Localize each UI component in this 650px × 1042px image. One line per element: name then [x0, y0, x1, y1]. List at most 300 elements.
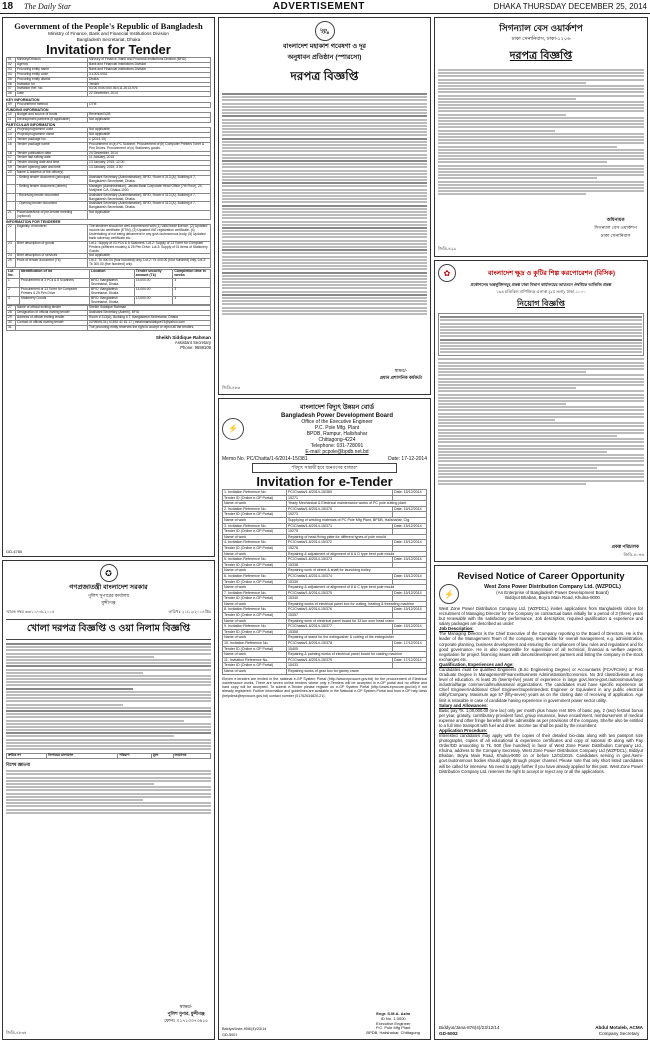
table-row: [7, 225, 211, 242]
text-line: [222, 99, 427, 101]
lot-header-cell: Location: [89, 270, 134, 279]
table-cell: 53.00.0000.000.06.011.2013-976: [88, 87, 211, 92]
lot-cell: 3: [7, 296, 20, 305]
text-line: [222, 278, 427, 280]
lot-row: [7, 287, 211, 296]
table-cell: 31: [7, 326, 16, 331]
text-line: [438, 473, 644, 475]
etender-cell: 2. Invitation Reference No.: [223, 506, 287, 512]
bn-header-cell: জামানত: [173, 754, 210, 759]
etender-cell: Name of work: [223, 501, 287, 507]
etender-signer-title: Executive Engineer: [375, 1020, 411, 1026]
bpdb-telephone: Telephone: 031-728091: [310, 443, 364, 449]
text-line: [6, 707, 211, 709]
text-line: [222, 240, 427, 242]
text-line: [6, 710, 211, 712]
text-line: [6, 665, 211, 667]
bpdb-bn-name: বাংলাদেশ বিদ্যুৎ উন্নয়ন বোর্ড: [300, 404, 374, 411]
lot-cell: 13,000.00: [134, 296, 173, 305]
etender-signer-office: P.C. Pole Mfg Plant: [376, 1025, 411, 1031]
lot-cell: 3: [173, 278, 211, 287]
sbw-signer: অধিনায়ক: [606, 217, 625, 222]
text-line: [222, 205, 427, 207]
table-cell: Bank and Financial Institutions Division: [88, 62, 211, 67]
bn-date: তারিখঃ ২১/১২/২০১৪খ্রিঃ: [168, 609, 211, 614]
text-line: [222, 103, 427, 105]
text-line: [222, 287, 427, 289]
text-line: [438, 378, 644, 380]
bn-header-cell: মূল্য: [151, 754, 173, 759]
gov-heading: Government of the People's Republic of Bangladesh: [14, 21, 203, 31]
bn-body-text: [6, 643, 211, 750]
text-line: [438, 368, 644, 370]
table-cell: Brief description of services: [16, 254, 88, 259]
etender-cell: Tender ID (Online e-GP Portal): [223, 646, 287, 652]
sparrso-gd: জিডি-৪৮৬: [222, 385, 240, 390]
bscic-heading: বাংলাদেশ ক্ষুদ্র ও কুটির শিল্প করপোরেশন (বিসিক): [487, 270, 616, 277]
table-cell: 13: [7, 132, 16, 137]
text-line: [222, 157, 427, 159]
text-line: [438, 394, 644, 396]
text-line: [438, 130, 555, 132]
etender-cell: Name of work: [223, 618, 287, 624]
table-cell: Room # 313(A), Building # 7, Bangladesh Secretariat, Dhaka: [88, 316, 211, 321]
text-line: [222, 211, 427, 213]
text-line: [222, 262, 427, 264]
lot-header-cell: Tender security amount (Tk): [134, 270, 173, 279]
tender-table-1: [6, 57, 211, 97]
text-line: [438, 454, 644, 456]
etender-cell: 6. Invitation Reference No.: [223, 573, 287, 579]
text-line: [222, 154, 427, 156]
table-cell: 16: [7, 151, 16, 156]
etender-cell: PC/Chatta/1-6/2014-15/372: [287, 540, 393, 546]
sparrso-logo-icon: 🛰: [315, 21, 335, 41]
etender-cell: 15358: [287, 629, 393, 635]
bn-district: মুন্সীগঞ্জ: [101, 600, 116, 605]
text-line: [222, 179, 427, 181]
table-cell: Assistant Secretary (Administration), BFID, Room # 313 (A), Building # 7, Bangladesh Secretariat, Dhaka.: [88, 193, 211, 202]
text-line: [6, 783, 154, 785]
text-line: [438, 400, 644, 402]
table-cell: Development partners (if applicable): [16, 118, 88, 123]
text-line: [438, 467, 597, 469]
table-cell: [7, 176, 16, 185]
etender-row: [223, 607, 427, 613]
career-badge: Biddyut/Jana-876(4)/23/12/14: [439, 1025, 500, 1031]
text-line: [222, 115, 427, 117]
bn-tender-title: খোলা দরপত্র বিজ্ঞপ্তি ও ওয়া নিলাম বিজ্ঞপ্তি: [6, 619, 211, 640]
etender-cell: 1. Invitation Reference No.: [223, 490, 287, 496]
etender-cell: Supplying of welding materials of PC Pole Mfg Plant, BPDB, Halishahar, Ctg.: [287, 517, 427, 523]
table-cell: 01: [7, 58, 16, 63]
bscic-project: প্রকৌশলের অন্তর্ভুক্তিসমূহ প্রকল্প ঢাকা বিভাগ কার্যালয়ের আয়তনে ঔষধিকে আভিজি প্রকল্প: [470, 282, 612, 287]
table-cell: 06: [7, 82, 16, 87]
text-line: [6, 726, 211, 728]
etender-cell: Name of work: [223, 517, 287, 523]
etender-cell: 5. Invitation Reference No.: [223, 557, 287, 563]
etender-cell: Yearly Mechanical & Electrical maintenance works of PC pole cutting plant: [287, 501, 427, 507]
text-line: [222, 291, 427, 293]
text-line: [222, 230, 427, 232]
table-cell: 24: [7, 254, 16, 259]
etender-cell: Name of work: [223, 585, 287, 591]
text-line: [6, 684, 211, 686]
text-line: [6, 773, 211, 775]
bscic-post-table: [438, 313, 644, 356]
text-line: [6, 786, 211, 788]
table-cell: Ministry/Division: [16, 58, 88, 63]
etender-cell: 15433: [287, 663, 393, 669]
text-line: [6, 732, 211, 734]
text-line: [438, 419, 555, 421]
text-line: [438, 171, 644, 173]
text-line: [438, 187, 644, 189]
table-cell: 1 (2014-15): [88, 137, 211, 142]
ministry-name: Ministry of Finance, Bank and Financial Institutions Division: [48, 31, 169, 36]
table-cell: [16, 326, 88, 331]
etender-cell: Repairing of stand for the extinguisher & cutting of the extinguisher: [287, 635, 427, 641]
table-cell: Invitation for: [16, 82, 88, 87]
bn-signer-phone: ফোনঃ ০১৭১৩৩৭৩৯১৫: [164, 1018, 208, 1023]
text-line: [6, 812, 211, 814]
text-line: [438, 181, 644, 183]
text-line: [438, 416, 644, 418]
text-line: [438, 422, 644, 424]
table-cell: 17: [7, 156, 16, 161]
salary-text: Basic pay Tk. 1,00,000.00 (one lac) only per month plus house rent 50% of basic pay, 2 (two) festival bonus per year, gratuity, contributory provident fund, group insurance, leave encashment, reimbursement of medical expense and other fringe benefits will be admissible as per provisions of the company. She/he also be entitled to a full time transport with fuel and driver. Income tax shall be paid by the incumbent.: [439, 707, 643, 728]
tenderer-heading: INFORMATION FOR TENDERER: [6, 220, 61, 225]
table-cell: Manager (Administration), Janata Bank Corporate Head Office (7th Floor), 24, Motijheel C/A, Dhaka-1000.: [88, 184, 211, 193]
tender-title: Invitation for Tender: [46, 42, 171, 57]
text-line: [438, 432, 644, 434]
wzpdcl-name: West Zone Power Distribution Company Ltd. (WZPDCL): [484, 584, 621, 590]
signer-name: Sheikh Siddique Rahman: [155, 334, 211, 340]
text-line: [222, 303, 427, 305]
text-line: [6, 745, 211, 747]
etender-cell: Date: 15/12/2014: [393, 506, 427, 512]
etender-cell: PC/Chatta/1-6/2014-15/374: [287, 573, 393, 579]
table-cell: 08: [7, 92, 16, 97]
etender-cell: Name of work: [223, 601, 287, 607]
table-cell: Procuring entity name: [16, 67, 88, 72]
text-line: [440, 335, 642, 337]
text-line: [222, 268, 427, 270]
table-cell: 15: [7, 142, 16, 151]
text-line: [222, 249, 427, 251]
bn-gov-heading: গণপ্রজাতন্ত্রী বাংলাদেশ সরকার: [69, 584, 148, 591]
etender-row: [223, 624, 427, 630]
table-cell: Assistant Secretary (Administration), BFID, Room # 313 (A), Building # 7, Bangladesh Secretariat, Dhaka.: [88, 176, 211, 185]
text-line: [222, 300, 427, 302]
ad-bpdb-etender: [218, 398, 431, 1040]
table-row: [7, 241, 211, 254]
bpdb-email[interactable]: E-mail: pcpole@bpdb.net.bd: [305, 449, 369, 455]
text-line: [222, 112, 427, 114]
text-line: [6, 691, 211, 693]
table-cell: Sheikh Siddique Rahman: [88, 306, 211, 311]
etender-cell: Date: 15/12/2014: [393, 490, 427, 496]
table-cell: Designation of official inviting tender: [16, 311, 88, 316]
text-line: [438, 435, 617, 437]
bpdb-address: BPDB, Rampur, Halishahar: [306, 431, 368, 437]
etender-cell: 15339: [287, 579, 393, 585]
table-cell: 14: [7, 137, 16, 142]
table-cell: Tender closing date and time: [16, 161, 88, 166]
etender-cell: 15357: [287, 613, 393, 619]
etender-row: [223, 669, 427, 675]
signer-phone: Phone: 9559109: [180, 344, 211, 350]
etender-paragraph: Eleven e-tenders are invited in the national e-GP System Portal (http://www.eprocure.gov.bd) for the procurement of Electrical maintenance works. There are seven online tenders where only e-Tenders will be accepted in e-GP portal and no offline and hard copy will be accepted. To submit e-Tender please register on e-GP System Portal (http://www.eprocure.gov.bd) if not already registered. Further information and guidelines are available in the National e-GP System Portal and from e-GP help desk (helpdesk@eprocure.gov.bd) contact number (01762634820-21).: [222, 676, 427, 698]
text-line: [222, 185, 427, 187]
sparrso-title: দরপত্র বিজ্ঞপ্তি: [290, 69, 359, 83]
text-line: [6, 720, 184, 722]
etender-cell: Date: 15/12/2014: [393, 590, 427, 596]
table-cell: Place/date/time of pre-tender meeting (optional): [16, 211, 88, 220]
bscic-signer: প্রকল্প পরিচালক: [611, 544, 639, 549]
table-cell: - Opening tender document: [16, 202, 88, 211]
text-line: [222, 93, 427, 95]
text-line: [438, 168, 644, 170]
section-title: ADVERTISEMENT: [272, 1, 365, 12]
text-line: [438, 413, 644, 415]
etender-cell: Name of work: [223, 635, 287, 641]
text-line: [6, 669, 211, 671]
etender-cell: Tender ID (Online e-GP Portal): [223, 545, 287, 551]
key-info-heading: KEY INFORMATION: [6, 98, 40, 103]
text-line: [222, 138, 427, 140]
text-line: [440, 351, 642, 353]
etender-row: [223, 506, 427, 512]
table-cell: Project/programme code: [16, 127, 88, 132]
text-line: [440, 348, 642, 350]
table-cell: 11 January, 2015: [88, 156, 211, 161]
etender-cell: Repairing & adjustment of alignment of 8 & C type bent pole mould: [287, 585, 427, 591]
table-cell: 12: [7, 127, 16, 132]
text-line: [6, 713, 211, 715]
etender-cell: Tender ID (Online e-GP Portal): [223, 613, 287, 619]
bn-signature: স্বাক্ষর/-: [179, 1004, 193, 1009]
text-line: [222, 147, 427, 149]
etender-cell: PC/Chatta/1-6/2014-15/377: [287, 624, 393, 630]
text-line: [222, 166, 427, 168]
etender-cell: Repairing & adjustment of alignment of 8 & D type bent pole mould: [287, 551, 427, 557]
text-line: [6, 716, 211, 718]
text-line: [222, 310, 427, 312]
text-line: [438, 457, 644, 459]
text-line: [438, 190, 644, 192]
lot-cell: 14,000.00: [134, 287, 173, 296]
text-line: [438, 371, 586, 373]
etender-cell: Date: 15/12/2014: [393, 573, 427, 579]
text-line: [438, 120, 644, 122]
etender-cell: 15271: [287, 495, 393, 501]
table-cell: - Receiving tender document: [16, 193, 88, 202]
text-line: [438, 438, 644, 440]
gd-number: GD-4780: [6, 549, 23, 554]
table-cell: Project/programme name: [16, 132, 88, 137]
sparrso-heading: বাংলাদেশ মহাকাশ গবেষণা ও দূর: [283, 43, 366, 50]
text-line: [222, 173, 427, 175]
etender-row: [223, 490, 427, 496]
table-cell: - Selling tender document (principal): [16, 176, 88, 185]
text-line: [222, 192, 427, 194]
etender-cell: Name of work: [223, 551, 287, 557]
table-row: [7, 118, 211, 123]
text-line: [438, 409, 644, 411]
text-line: [438, 470, 644, 472]
text-line: [438, 142, 644, 144]
table-cell: The tenderer should be well-experienced with (1) Valid trade licence, (2) Updated income tax certificate (ETIN), (3) Updated VAT registration certificate, (4) Undertaking of not being debarment in any govt./autonomous body, (5) Updated bank solvency certificate etc.: [88, 225, 211, 242]
tender-table-3: [6, 112, 211, 123]
text-line: [222, 246, 427, 248]
etender-cell: 9. Invitation Reference No.: [223, 624, 287, 630]
text-line: [222, 96, 427, 98]
text-line: [6, 681, 211, 683]
table-cell: 22 December, 2014: [88, 92, 211, 97]
table-cell: Assistant Secretary (Admin), BFID: [88, 311, 211, 316]
table-cell: 28: [7, 311, 16, 316]
etender-cell: 8. Invitation Reference No.: [223, 607, 287, 613]
table-cell: 23: [7, 241, 16, 254]
text-line: [438, 483, 586, 485]
table-row: [7, 142, 211, 151]
text-line: [438, 126, 644, 128]
text-line: [222, 201, 427, 203]
text-line: [438, 82, 586, 84]
ad-bscic-recruitment: [434, 260, 648, 562]
bpdb-slogan: "বিদ্যুৎ সাশ্রয়ী হবে জনগণের বাজার": [252, 463, 397, 473]
sparrso-signature: স্বাক্ষর/-: [394, 368, 408, 373]
table-cell: OTM: [88, 103, 211, 108]
qualification-heading: Qualification, Experiences and Age:: [439, 661, 514, 667]
etender-signer: Engr. S.M.A. Azim: [376, 1011, 411, 1017]
table-cell: Agency: [16, 62, 88, 67]
table-cell: Address of official inviting tender: [16, 316, 88, 321]
etender-cell: Tender ID (Online e-GP Portal): [223, 529, 287, 535]
table-row: [7, 259, 211, 268]
text-line: [438, 95, 644, 97]
text-line: [222, 275, 427, 277]
table-cell: Not applicable: [88, 254, 211, 259]
sbw-title: দরপত্র বিজ্ঞপ্তি: [509, 50, 573, 62]
text-line: [440, 332, 642, 334]
ad-signal-base-workshop: [434, 17, 648, 257]
text-line: [222, 313, 427, 315]
text-line: [438, 390, 644, 392]
etender-cell: Tender ID (Online e-GP Portal): [223, 495, 287, 501]
table-cell: Tender opening date and time: [16, 166, 88, 171]
table-cell: 27: [7, 306, 16, 311]
etender-cell: Repairing & painting works of electrical panel board for casting machine: [287, 652, 427, 658]
lot-cell: 1: [7, 278, 20, 287]
text-line: [438, 362, 644, 364]
table-row: [7, 211, 211, 220]
sbw-signer-unit: সিগন্যাল বেস ওয়ার্কশপ: [594, 225, 637, 230]
text-line: [6, 662, 211, 664]
lot-cell: Procurement of 3 PCs & 8 Scanners: [19, 278, 89, 287]
table-cell: 20: [7, 171, 16, 176]
etender-cell: Date: 15/12/2014: [393, 557, 427, 563]
text-line: [438, 133, 644, 135]
lot-row: [7, 296, 211, 305]
lot-cell: Stationery Goods: [19, 296, 89, 305]
text-line: [222, 109, 427, 111]
table-cell: - Selling tender document (others): [16, 184, 88, 193]
text-line: [438, 161, 607, 163]
newspaper-brand: The Daily Star: [24, 2, 72, 11]
etender-cell: Date: 17/12/2014: [393, 657, 427, 663]
text-line: [438, 174, 644, 176]
table-cell: 07: [7, 87, 16, 92]
etender-cell: 15338: [287, 562, 393, 568]
etender-cell: 15275: [287, 529, 393, 535]
sbw-gd: জিডি-৪২৯: [438, 246, 456, 251]
etender-cell: Date: 15/12/2014: [393, 607, 427, 613]
table-cell: 04: [7, 72, 16, 77]
text-line: [222, 150, 427, 152]
text-line: [222, 134, 427, 136]
table-cell: Eligibility of tenderer: [16, 225, 88, 242]
tender-table-6: [6, 305, 211, 331]
signer-title: Assistant Secretary: [174, 339, 211, 345]
table-cell: [7, 193, 16, 202]
text-line: [438, 91, 644, 93]
text-line: [438, 384, 644, 386]
text-line: [440, 345, 642, 347]
text-line: [438, 184, 644, 186]
etender-cell: 15276: [287, 545, 393, 551]
bpdb-name: Bangladesh Power Development Board: [280, 413, 394, 419]
text-line: [222, 217, 427, 219]
etender-row: [223, 590, 427, 596]
ad-wzpdcl-career: [434, 565, 648, 1040]
etender-cell: Name of work: [223, 568, 287, 574]
text-line: [222, 131, 427, 133]
lot-cell: 15,000.00: [134, 278, 173, 287]
etender-cell: 11. Invitation Reference No.: [223, 657, 287, 663]
text-line: [6, 799, 143, 801]
text-line: [6, 723, 211, 725]
table-cell: 09: [7, 103, 16, 108]
table-cell: 13 January, 2015, 3.00: [88, 166, 211, 171]
text-line: [440, 326, 642, 328]
bscic-logo-icon: ✿: [438, 264, 456, 282]
text-line: [438, 177, 597, 179]
text-line: [222, 281, 427, 283]
sbw-heading: সিগন্যাল বেস ওয়ার্কশপ: [499, 23, 583, 33]
table-cell: 13 January, 2015, 12.00: [88, 161, 211, 166]
table-cell: 11: [7, 118, 16, 123]
text-line: [222, 272, 427, 274]
application-heading: Application Procedure:: [439, 727, 488, 733]
text-line: [438, 110, 644, 112]
text-line: [438, 149, 644, 151]
text-line: [6, 809, 211, 811]
lot-row: [7, 278, 211, 287]
table-cell: Assistant Secretary (Administration), BFID, Room # 313 (A), Building # 7, Bangladesh Secretariat, Dhaka.: [88, 202, 211, 211]
text-line: [438, 152, 644, 154]
text-line: [222, 125, 427, 127]
text-line: [438, 381, 644, 383]
ad-invitation-for-tender-bfid: [2, 17, 215, 557]
text-line: [438, 403, 566, 405]
etender-cell: 15340: [287, 596, 393, 602]
text-line: [222, 176, 427, 178]
table-cell: Dhaka: [88, 77, 211, 82]
bn-gd-number: জিডি-৪৮৩৪: [6, 1030, 27, 1035]
table-row: [7, 92, 211, 97]
